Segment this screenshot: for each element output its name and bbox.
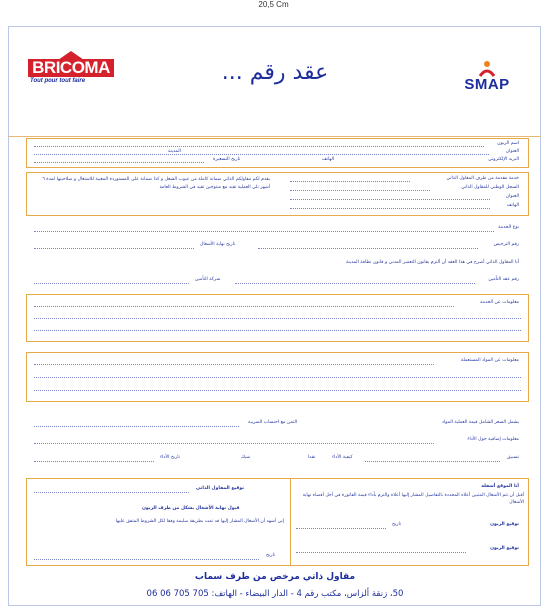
price-with-tax-label: الثمن مع احتساب الضريبة: [248, 420, 298, 425]
signature-divider: [290, 478, 291, 566]
service-by-line: [290, 181, 410, 182]
client-city-label: المدينة: [168, 149, 181, 154]
insurance-no-label: رقم عقد التأمين: [488, 277, 519, 282]
client-name-line: [34, 146, 484, 147]
materials-info-line-3: [34, 390, 521, 391]
provider-address-label: العنوان: [505, 194, 519, 199]
service-info-line-3: [34, 330, 521, 331]
end-date-line: [34, 248, 194, 249]
client-phone-label: الهاتف: [322, 157, 335, 162]
client-name-label: اسم الزبون: [497, 141, 519, 146]
register-line: [290, 190, 430, 191]
service-info-line-1: [34, 306, 454, 307]
client-address-label: العنوان: [505, 149, 519, 154]
price-with-tax-line: [34, 426, 239, 427]
service-type-label: نوع الخدمة: [498, 225, 519, 230]
client-date-line: [296, 528, 386, 529]
bricoma-wordmark: BRICOMA: [28, 59, 114, 77]
materials-info-line-1: [34, 364, 434, 365]
client-box: [26, 138, 529, 168]
client-signature-heading: أنا الموقع أسفله: [481, 484, 519, 489]
cash-label: نقدا: [308, 455, 316, 460]
check-label: شيك: [241, 455, 251, 460]
client-signature-label: توقيع الزبون: [490, 522, 519, 527]
service-type-line: [34, 231, 494, 232]
invoice-date-label: تاريخ التسعيرة: [213, 157, 241, 162]
insurer-line: [34, 283, 189, 284]
insurer-label: شركة التأمين: [195, 277, 221, 282]
acceptance-label: قبول نهاية الأشغال بشكل من طرف الزبون: [142, 506, 240, 511]
client-signature-label-2: توقيع الزبون: [490, 546, 519, 551]
materials-info-heading: معلومات عن المواد المستعملة: [460, 358, 519, 363]
client-date-label: تاريخ: [392, 522, 402, 527]
deposit-line: [365, 461, 500, 462]
ruler-label: 20,5 Cm: [258, 0, 289, 9]
payment-date-line: [34, 461, 154, 462]
contractor-signature-line: [34, 492, 189, 493]
client-address-line: [34, 154, 489, 155]
contractor-date-label: تاريخ: [266, 553, 276, 558]
materials-cost-label: يشمل السعر الشامل قيمة العملية المواد: [441, 420, 519, 425]
contractor-signature-label: توقيع المقاول الذاتي: [196, 486, 244, 491]
insurance-no-line: [235, 283, 475, 284]
payment-info-line: [34, 443, 434, 444]
license-no-label: رقم الترخيص: [493, 242, 519, 247]
deposit-label: تسبيق: [507, 455, 519, 460]
provider-phone-line: [290, 208, 490, 209]
service-info-line-2: [34, 318, 521, 319]
client-signature-line: [296, 552, 466, 553]
contract-title: عقد رقم ...: [221, 60, 329, 85]
provider-address-line: [290, 199, 490, 200]
guarantee-text: يقدم لكم مقاولكم الذاتي ضمانة كاملة من عيوب الشغل و كذا ضمانة على المستوردة المعيبة للاشتغال و صلاحيتها لمدة ٦ أشهر تلي العملية تقيد مع منتوجين تقيد في الشروط العامة: [42, 177, 270, 190]
bricoma-logo: [28, 48, 114, 84]
bricoma-tagline: Tout pour tout faire: [30, 78, 86, 84]
license-no-line: [258, 248, 478, 249]
smap-wordmark: SMAP: [464, 76, 510, 93]
smap-logo: [450, 60, 524, 94]
service-by-label: خدمة مقدمة من طرف المقاول الذاتي: [446, 176, 519, 181]
provider-phone-label: الهاتف: [506, 203, 519, 208]
register-label: السجل الوطني للمقاول الذاتي: [461, 185, 519, 190]
footer-license: مقاول ذاتي مرخص من طرف سماب: [194, 572, 356, 582]
declaration-text: أنا المقاول الذاتي أصرح في هذا العقد أن ألتزم بقانون التعمير المدني و قانون نظافة المدينة: [345, 260, 519, 265]
end-date-label: تاريخ نهاية الأشغال: [200, 242, 236, 247]
payment-date-label: تاريخ الأداء: [160, 455, 180, 460]
acceptance-text: إني أشهد أن الأشغال المشار إليها قد تمت بطريقة سليمة وفقا لكل الشروط المتفق عليها: [115, 519, 284, 524]
payment-method-label: كيفية الأداء: [332, 455, 353, 460]
header-divider: [8, 136, 541, 137]
materials-info-line-2: [34, 377, 521, 378]
client-email-label: البريد الإلكتروني: [488, 157, 519, 162]
payment-info-label: معلومات إضافية حول الأداء: [467, 437, 519, 442]
service-info-heading: معلومات عن الخدمة: [480, 300, 519, 305]
client-email-line: [34, 162, 204, 163]
contractor-date-line: [34, 559, 259, 560]
footer-address: 50، زنقة ألزاس، مكتب رقم 4 - الدار البيضاء - الهاتف: 705 705 06 06: [146, 589, 404, 599]
client-agreement-text: أقبل أن تتم الأشغال المتبين أعلاه المحددة بالتفاصيل المشار إليها أعلاه والتزم بأداء قيمة الفاتورة في أجل أقصاه نهاية الأشغال: [302, 493, 524, 505]
